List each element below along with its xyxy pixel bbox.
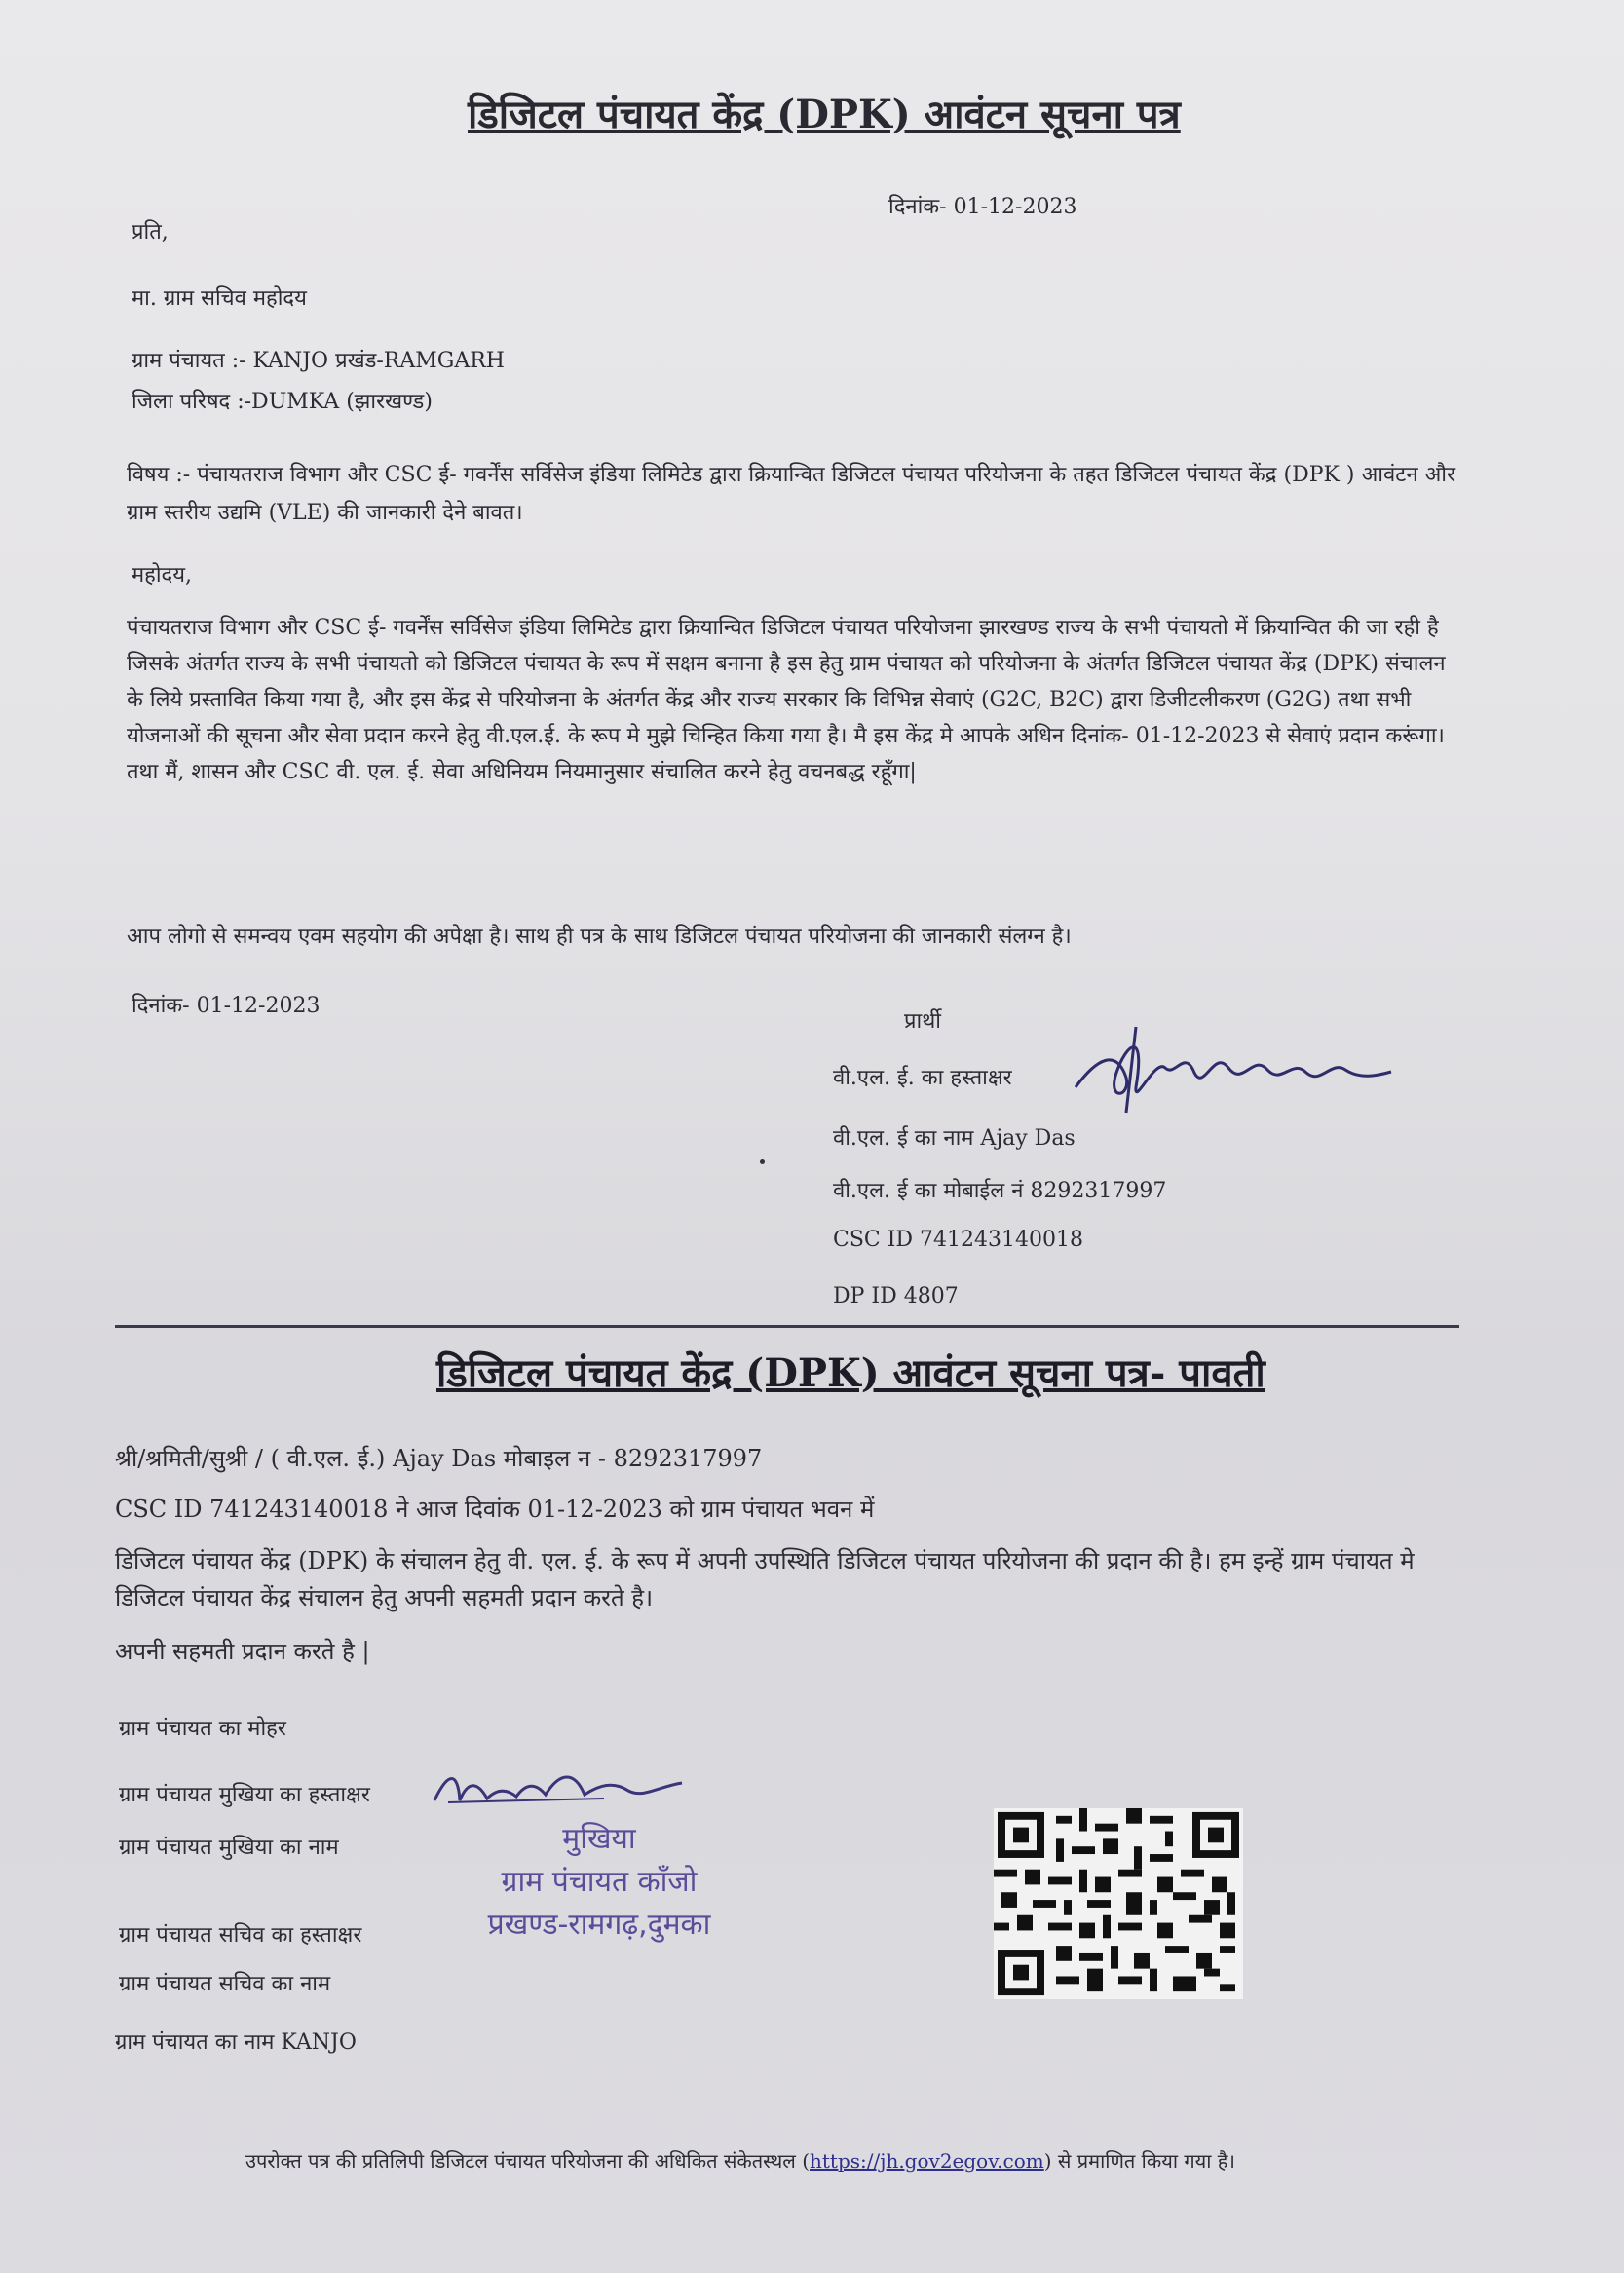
vle-name: वी.एल. ई का नाम Ajay Das [833,1126,1076,1151]
stamp-line-1: मुखिया [562,1822,636,1856]
footer-note [245,2147,1235,2174]
date-bottom: दिनांक- 01-12-2023 [132,994,321,1018]
vle-mobile: वी.एल. ई का मोबाईल नं 8292317997 [833,1179,1167,1203]
receipt-line-1: श्री/श्रमिती/सुश्री / ( वी.एल. ई.) Ajay Das मोबाइल न - 8292317997 [115,1445,763,1472]
footer-link[interactable]: https://jh.gov2egov.com [810,2149,1044,2173]
stamp-line-3: प्रखण्ड-रामगढ़,दुमका [487,1908,711,1942]
letter-date: दिनांक- 01-12-2023 [888,195,1077,219]
request-line: आप लोगो से समन्वय एवम सहयोग की अपेक्षा है। साथ ही पत्र के साथ डिजिटल पंचायत परियोजना की जानकारी संलग्न है। [127,925,1072,949]
receipt-title: डिजिटल पंचायत केंद्र (DPK) आवंटन सूचना पत्र- पावती [436,1350,1265,1396]
to-line: प्रति, [132,220,169,245]
mukhiya-signature [429,1762,701,1820]
consent-line: अपनी सहमती प्रदान करते है | [115,1638,370,1665]
mukhiya-sign-label: ग्राम पंचायत मुखिया का हस्ताक्षर [119,1783,370,1807]
district-line: जिला परिषद :-DUMKA (झारखण्ड) [132,390,433,414]
letter-body: पंचायतराज विभाग और CSC ई- गवर्नेंस सर्विसेज इंडिया लिमिटेड द्वारा क्रियान्वित डिजिटल पंचायत परियोजना झारखण्ड राज्य के सभी पंचायतो में क्रियान्वित की जा रही है जिसके अंतर्गत राज्य के सभी पंचायतो को डिजिटल पंचायत के रूप में सक्षम बनाना है इस हेतु ग्राम पंचायत को परियोजना के अंतर्गत डिजिटल पंचायत केंद्र (DPK) संचालन के लिये प्रस्तावित किया गया है, और इस केंद्र से परियोजना के अंतर्गत केंद्र और राज्य सरकार कि विभिन्न सेवाएं (G2C, B2C) द्वारा डिजीटलीकरण (G2G) तथा सभी योजनाओं की सूचना और सेवा प्रदान करने हेतु वी.एल.ई. के रूप मे मुझे चिन्हित किया गया है। मै इस केंद्र मे आपके अधिन दिनांक- 01-12-2023 से सेवाएं प्रदान करूंगा। तथा मैं, शासन और CSC वी. एल. ई. सेवा अधिनियम नियमानुसार संचालित करने हेतु वचनबद्ध रहूँगा| [127,616,1446,784]
salutation: महोदय, [132,563,192,587]
panchayat-line: ग्राम पंचायत :- KANJO प्रखंड-RAMGARH [132,349,505,373]
csc-id: CSC ID 741243140018 [833,1228,1084,1252]
sachiv-name-label: ग्राम पंचायत सचिव का नाम [119,1972,331,1996]
letter-title: डिजिटल पंचायत केंद्र (DPK) आवंटन सूचना पत्र [468,92,1181,137]
vle-signature [1068,1019,1399,1117]
dp-id: DP ID 4807 [833,1284,959,1308]
seal-label: ग्राम पंचायत का मोहर [119,1717,286,1741]
applicant-label: प्रार्थी [904,1009,941,1034]
addressee: मा. ग्राम सचिव महोदय [132,286,307,311]
receipt-line-2: CSC ID 741243140018 ने आज दिवांक 01-12-2023 को ग्राम पंचायत भवन में [115,1496,875,1523]
vle-signature-label: वी.एल. ई. का हस्ताक्षर [833,1066,1012,1090]
mukhiya-name-label: ग्राम पंचायत मुखिया का नाम [119,1836,339,1860]
receipt-paragraph: डिजिटल पंचायत केंद्र (DPK) के संचालन हेतु वी. एल. ई. के रूप में अपनी उपस्थिति डिजिटल पंचायत परियोजना की प्रदान की है। हम इन्हें ग्राम पंचायत मे डिजिटल पंचायत केंद्र संचालन हेतु अपनी सहमती प्रदान करते है। [115,1547,1415,1611]
subject: विषय :- पंचायतराज विभाग और CSC ई- गवर्नेंस सर्विसेज इंडिया लिमिटेड द्वारा क्रियान्वित डिजिटल पंचायत परियोजना के तहत डिजिटल पंचायत केंद्र (DPK ) आवंटन और ग्राम स्तरीय उद्यमि (VLE) की जानकारी देने बावत। [127,463,1456,525]
ink-dot [760,1159,765,1164]
stamp-line-2: ग्राम पंचायत काँजो [501,1865,698,1899]
footer-text-after: ) से प्रमाणित किया गया है। [1043,2149,1235,2173]
panchayat-name-label: ग्राम पंचायत का नाम KANJO [115,2030,357,2055]
sachiv-sign-label: ग्राम पंचायत सचिव का हस्ताक्षर [119,1923,362,1948]
mukhiya-stamp [458,1818,740,1947]
section-divider [115,1325,1459,1328]
footer-text-before: उपरोक्त पत्र की प्रतिलिपी डिजिटल पंचायत परियोजना की अधिकित संकेतस्थल ( [245,2149,810,2173]
qr-code [994,1808,1243,1999]
